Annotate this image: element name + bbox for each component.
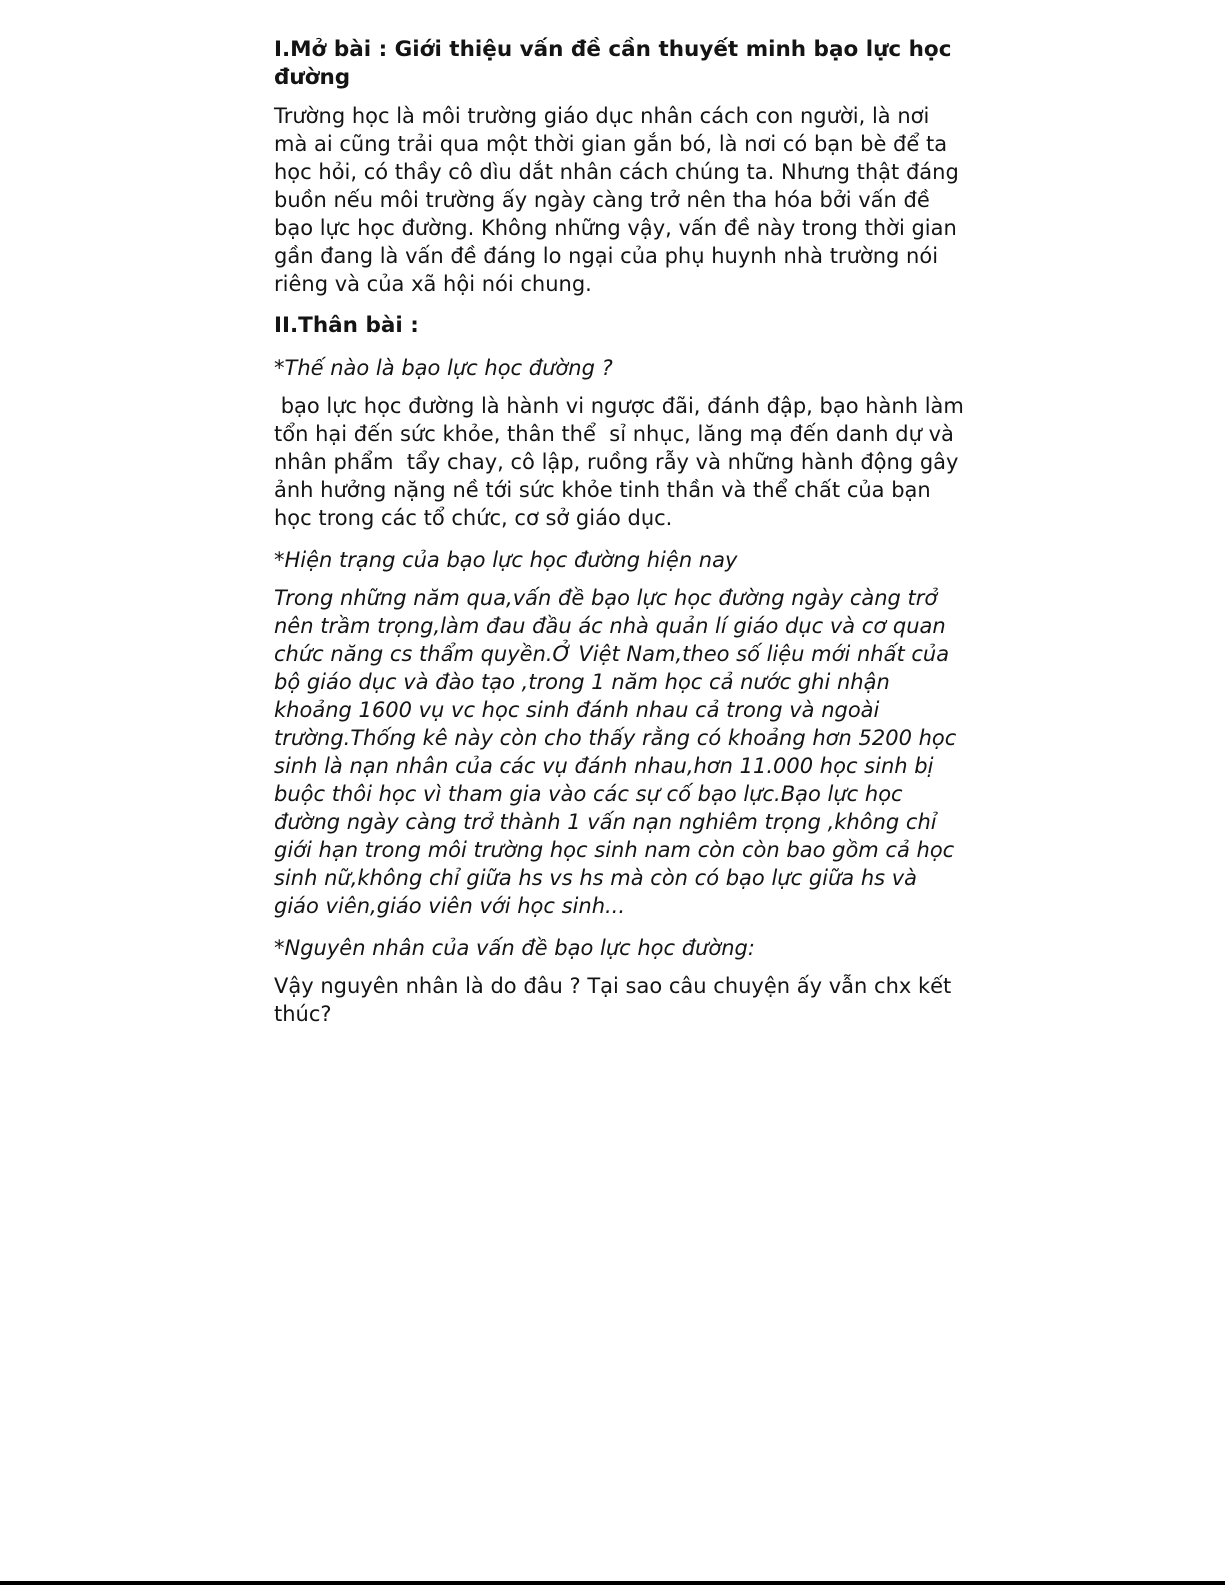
question-definition: *Thế nào là bạo lực học đường ? [274,356,613,380]
question-status: *Hiện trạng của bạo lực học đường hiện nay [274,548,738,572]
heading-intro: I.Mở bài : Giới thiệu vấn đề cần thuyết minh bạo lực học đường [274,37,959,90]
paragraph-definition: bạo lực học đường là hành vi ngược đãi, đánh đập, bạo hành làm tổn hại đến sức khỏe, thân thể sỉ nhục, lăng mạ đến danh dự và nhân phẩm tẩy chay, cô lập, ruồng rẫy và những hành động gây ảnh hưởng nặng nề tới sức khỏe tinh thần và thể chất của bạn học trong các tổ chức, cơ sở giáo dục. [274,394,971,530]
paragraph-intro: Trường học là môi trường giáo dục nhân cách con người, là nơi mà ai cũng trải qua một thời gian gắn bó, là nơi có bạn bè để ta học hỏi, có thầy cô dìu dắt nhân cách chúng ta. Nhưng thật đáng buồn nếu môi trường ấy ngày càng trở nên tha hóa bởi vấn đề bạo lực học đường. Không những vậy, vấn đề này trong thời gian gần đang là vấn đề đáng lo ngại của phụ huynh nhà trường nói riêng và của xã hội nói chung. [274,104,966,296]
page-bottom-border [0,1581,1225,1585]
heading-body: II.Thân bài : [274,313,419,338]
question-cause: *Nguyên nhân của vấn đề bạo lực học đường: [274,936,755,960]
paragraph-status: Trong những năm qua,vấn đề bạo lực học đường ngày càng trở nên trầm trọng,làm đau đầu ác nhà quản lí giáo dục và cơ quan chức năng cs thẩm quyền.Ở Việt Nam,theo số liệu mới nhất của bộ giáo dục và đào tạo ,trong 1 năm học cả nước ghi nhận khoảng 1600 vụ vc học sinh đánh nhau cả trong và ngoài trường.Thống kê này còn cho thấy rằng có khoảng hơn 5200 học sinh là nạn nhân của các vụ đánh nhau,hơn 11.000 học sinh bị buộc thôi học vì tham gia vào các sự cố bạo lực.Bạo lực học đường ngày càng trở thành 1 vấn nạn nghiêm trọng ,không chỉ giới hạn trong môi trường học sinh nam còn còn bao gồm cả học sinh nữ,không chỉ giữa hs vs hs mà còn có bạo lực giữa hs và giáo viên,giáo viên với học sinh... [274,586,963,918]
paragraph-cause: Vậy nguyên nhân là do đâu ? Tại sao câu chuyện ấy vẫn chx kết thúc? [274,974,958,1026]
document-page [274,36,971,1038]
